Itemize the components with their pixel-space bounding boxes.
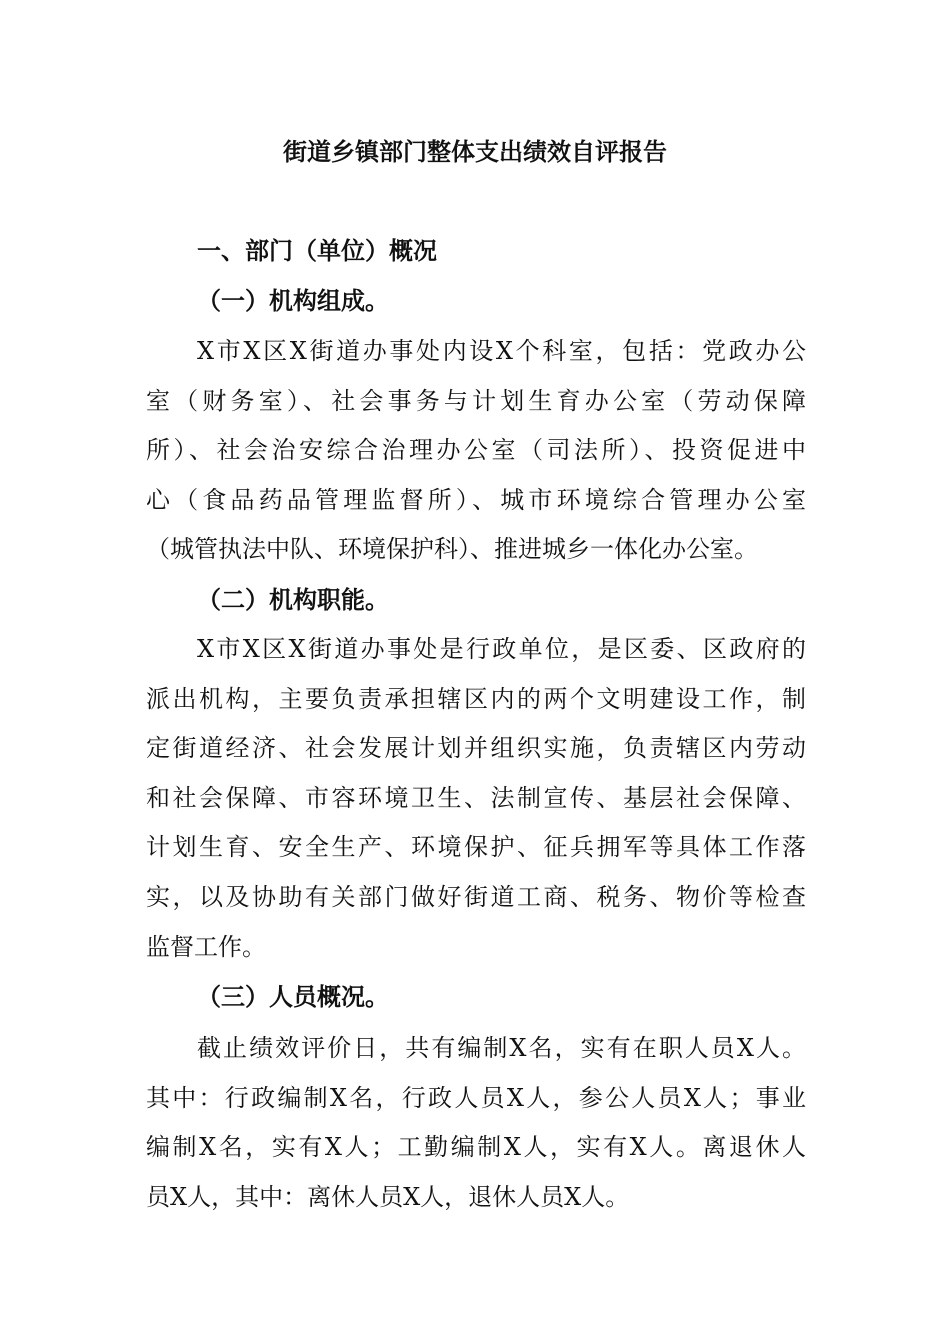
subheading-functions: （二）机构职能。 bbox=[197, 586, 389, 614]
paragraph-line: 心（食品药品管理监督所）、城市环境综合管理办公室 bbox=[146, 485, 806, 514]
paragraph-line: 所）、社会治安综合治理办公室（司法所）、投资促进中 bbox=[146, 436, 806, 465]
paragraph-line: 室（财务室）、社会事务与计划生育办公室（劳动保障 bbox=[146, 386, 806, 415]
paragraph-line: 计划生育、安全生产、环境保护、征兵拥军等具体工作落 bbox=[146, 833, 806, 862]
paragraph-organization bbox=[146, 327, 806, 575]
subheading-organization: （一）机构组成。 bbox=[197, 287, 389, 315]
paragraph-line: 员X人，其中：离休人员X人，退休人员X人。 bbox=[146, 1182, 630, 1211]
paragraph-personnel bbox=[146, 1024, 806, 1222]
paragraph-functions bbox=[146, 625, 806, 972]
paragraph-line: 监督工作。 bbox=[146, 932, 266, 961]
section-heading-overview: 一、部门（单位）概况 bbox=[197, 237, 437, 265]
paragraph-line: 派出机构，主要负责承担辖区内的两个文明建设工作，制 bbox=[146, 684, 806, 713]
paragraph-line: 截止绩效评价日，共有编制X名，实有在职人员X人。 bbox=[197, 1034, 806, 1062]
paragraph-line: 和社会保障、市容环境卫生、法制宣传、基层社会保障、 bbox=[146, 783, 806, 812]
paragraph-line: X市X区X街道办事处是行政单位，是区委、区政府的 bbox=[197, 635, 806, 663]
paragraph-line: 实，以及协助有关部门做好街道工商、税务、物价等检查 bbox=[146, 882, 806, 911]
paragraph-line: 编制X名，实有X人；工勤编制X人，实有X人。离退休人 bbox=[146, 1133, 806, 1162]
paragraph-line: （城管执法中队、环境保护科）、推进城乡一体化办公室。 bbox=[146, 535, 758, 564]
paragraph-line: 定街道经济、社会发展计划并组织实施，负责辖区内劳动 bbox=[146, 734, 806, 763]
document-title: 街道乡镇部门整体支出绩效自评报告 bbox=[283, 138, 667, 166]
paragraph-line: X市X区X街道办事处内设X个科室，包括：党政办公 bbox=[197, 337, 806, 365]
subheading-personnel: （三）人员概况。 bbox=[197, 983, 389, 1011]
paragraph-line: 其中：行政编制X名，行政人员X人，参公人员X人；事业 bbox=[146, 1083, 806, 1112]
